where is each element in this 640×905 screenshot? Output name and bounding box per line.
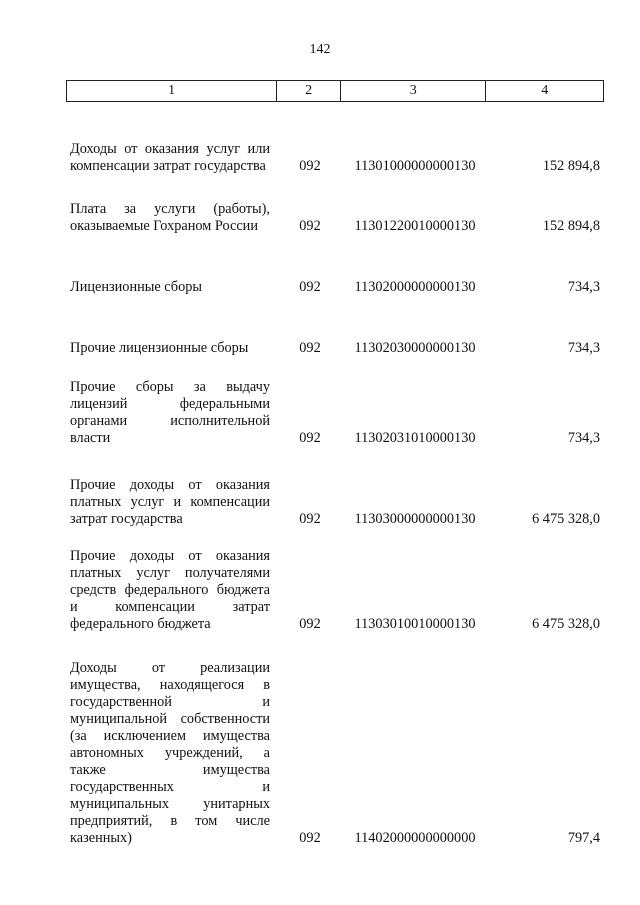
row-budget-code: 11301220010000130 bbox=[354, 218, 476, 234]
table-row bbox=[0, 652, 640, 847]
row-admin-code: 092 bbox=[299, 830, 321, 846]
column-header-4: 4 bbox=[485, 81, 603, 101]
table-row bbox=[0, 376, 640, 447]
row-amount: 152 894,8 bbox=[542, 158, 600, 174]
table-row bbox=[0, 277, 640, 296]
row-amount: 734,3 bbox=[567, 279, 600, 295]
row-budget-code: 11302030000000130 bbox=[354, 340, 476, 356]
table-row bbox=[0, 338, 640, 357]
column-header-3: 3 bbox=[340, 81, 485, 101]
table-row bbox=[0, 473, 640, 528]
row-admin-code: 092 bbox=[299, 158, 321, 174]
row-amount: 152 894,8 bbox=[542, 218, 600, 234]
row-admin-code: 092 bbox=[299, 511, 321, 527]
row-amount: 734,3 bbox=[567, 430, 600, 446]
row-description: Прочие лицензионные сборы bbox=[70, 340, 249, 356]
row-description: Доходы от оказания услуг или компенсации затрат государства bbox=[70, 141, 270, 174]
row-description: Доходы от реализации имущества, находящегося в государственной и муниципальной собственности (за исключением имущества автономных учреждений, а также имущества государственных и муниципальных унитарных предприятий, в том числе казенных) bbox=[70, 660, 270, 846]
table-row bbox=[0, 544, 640, 633]
row-description: Прочие доходы от оказания платных услуг получателями средств федерального бюджета и компенсации затрат федерального бюджета bbox=[70, 548, 270, 632]
row-description: Лицензионные сборы bbox=[70, 279, 202, 295]
row-budget-code: 11302031010000130 bbox=[354, 430, 476, 446]
column-header-row bbox=[66, 80, 604, 102]
column-header-1: 1 bbox=[168, 83, 176, 98]
table-row bbox=[0, 195, 640, 235]
row-budget-code: 11402000000000000 bbox=[354, 830, 476, 846]
row-admin-code: 092 bbox=[299, 218, 321, 234]
column-header-2: 2 bbox=[276, 81, 340, 101]
row-admin-code: 092 bbox=[299, 616, 321, 632]
row-amount: 734,3 bbox=[567, 340, 600, 356]
row-budget-code: 11303000000000130 bbox=[354, 511, 476, 527]
row-description: Плата за услуги (работы), оказываемые Гохраном России bbox=[70, 201, 270, 234]
row-description: Прочие сборы за выдачу лицензий федеральными органами исполнительной власти bbox=[70, 379, 270, 446]
row-budget-code: 11303010010000130 bbox=[354, 616, 476, 632]
row-amount: 6 475 328,0 bbox=[532, 511, 600, 527]
row-admin-code: 092 bbox=[299, 279, 321, 295]
row-admin-code: 092 bbox=[299, 430, 321, 446]
row-budget-code: 11301000000000130 bbox=[354, 158, 476, 174]
table-row bbox=[0, 120, 640, 175]
row-admin-code: 092 bbox=[299, 340, 321, 356]
row-description: Прочие доходы от оказания платных услуг и компенсации затрат государства bbox=[70, 477, 270, 527]
row-amount: 797,4 bbox=[567, 830, 600, 846]
row-amount: 6 475 328,0 bbox=[532, 616, 600, 632]
page-number: 142 bbox=[309, 42, 331, 57]
row-budget-code: 11302000000000130 bbox=[354, 279, 476, 295]
